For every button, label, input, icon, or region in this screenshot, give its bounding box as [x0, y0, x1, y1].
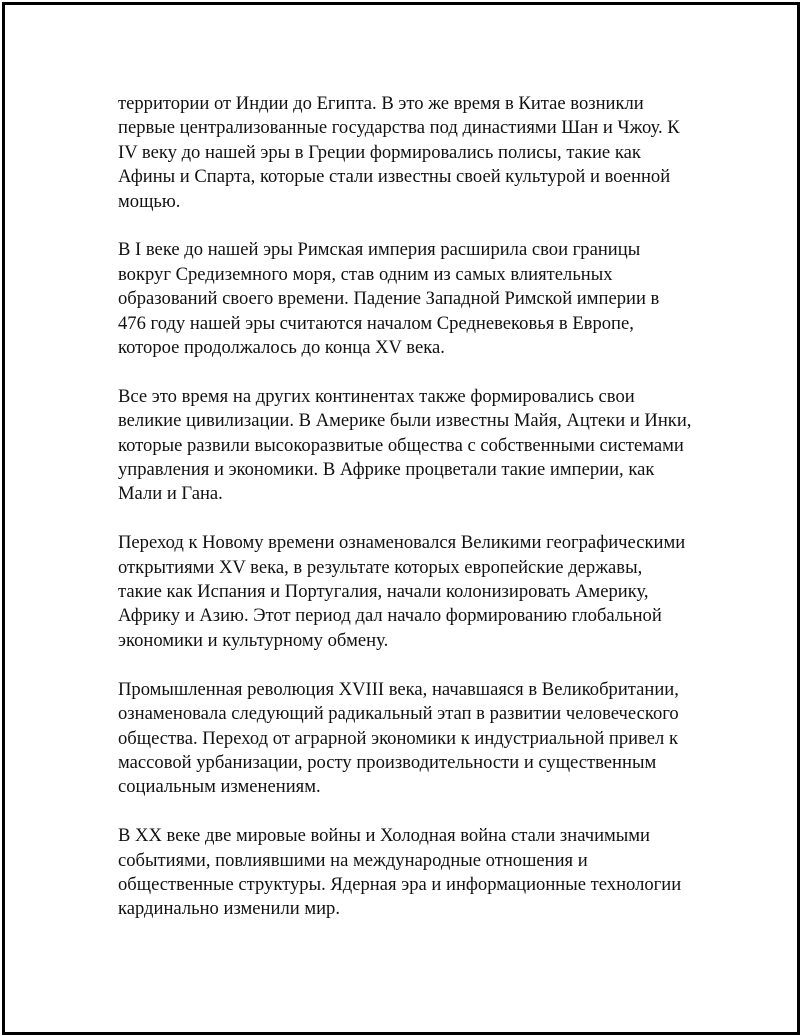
text-line: событиями, повлиявшими на международные отношения и [118, 849, 588, 871]
text-line: которое продолжалось до конца XV века. [118, 337, 445, 359]
text-line: Переход к Новому времени ознаменовался Великими географическими [118, 532, 686, 554]
text-line: В I веке до нашей эры Римская империя расширила свои границы [118, 239, 641, 261]
text-line: образований своего времени. Падение Западной Римской империи в [118, 288, 660, 310]
text-line: социальным изменениям. [118, 776, 321, 798]
text-line: IV веку до нашей эры в Греции формировались полисы, такие как [118, 141, 641, 163]
paragraph-6 [118, 824, 688, 922]
document-body [118, 92, 692, 946]
text-line: экономики и культурному обмену. [118, 629, 389, 651]
text-line: ознаменовала следующий радикальный этап в развитии человеческого [118, 703, 679, 725]
paragraph-4 [118, 531, 688, 653]
text-line: территории от Индии до Египта. В это же время в Китае возникли [118, 93, 644, 114]
text-line: такие как Испания и Португалия, начали колонизировать Америку, [118, 581, 649, 603]
text-line: Африку и Азию. Этот период дал начало формированию глобальной [118, 605, 662, 627]
text-line: управления и экономики. В Африке процветали такие империи, как [118, 459, 655, 481]
text-line: общественные структуры. Ядерная эра и информационные технологии [118, 873, 682, 895]
paragraph-2 [118, 238, 688, 360]
text-line: открытиями XV века, в результате которых европейские державы, [118, 556, 643, 578]
text-line: первые централизованные государства под династиями Шан и Чжоу. К [118, 117, 680, 139]
text-line: кардинально изменили мир. [118, 898, 340, 920]
text-line: Все это время на других континентах также формировались свои [118, 385, 635, 407]
text-line: Промышленная революция XVIII века, начавшаяся в Великобритании, [118, 678, 679, 700]
text-line: 476 году нашей эры считаются началом Средневековья в Европе, [118, 312, 634, 334]
text-line: которые развили высокоразвитые общества с собственными системами [118, 434, 684, 456]
text-line: мощью. [118, 190, 181, 212]
text-line: массовой урбанизации, росту производительности и существенным [118, 751, 657, 773]
text-line: Мали и Гана. [118, 483, 223, 505]
paragraph-5 [118, 678, 688, 800]
text-line: общества. Переход от аграрной экономики к индустриальной привел к [118, 727, 678, 749]
text-line: великие цивилизации. В Америке были известны Майя, Ацтеки и Инки, [118, 410, 692, 432]
text-line: В XX веке две мировые войны и Холодная война стали значимыми [118, 825, 650, 847]
text-line: вокруг Средиземного моря, став одним из самых влиятельных [118, 263, 613, 285]
paragraph-1 [118, 92, 688, 214]
paragraph-3 [118, 385, 692, 507]
text-line: Афины и Спарта, которые стали известны своей культурой и военной [118, 166, 671, 188]
